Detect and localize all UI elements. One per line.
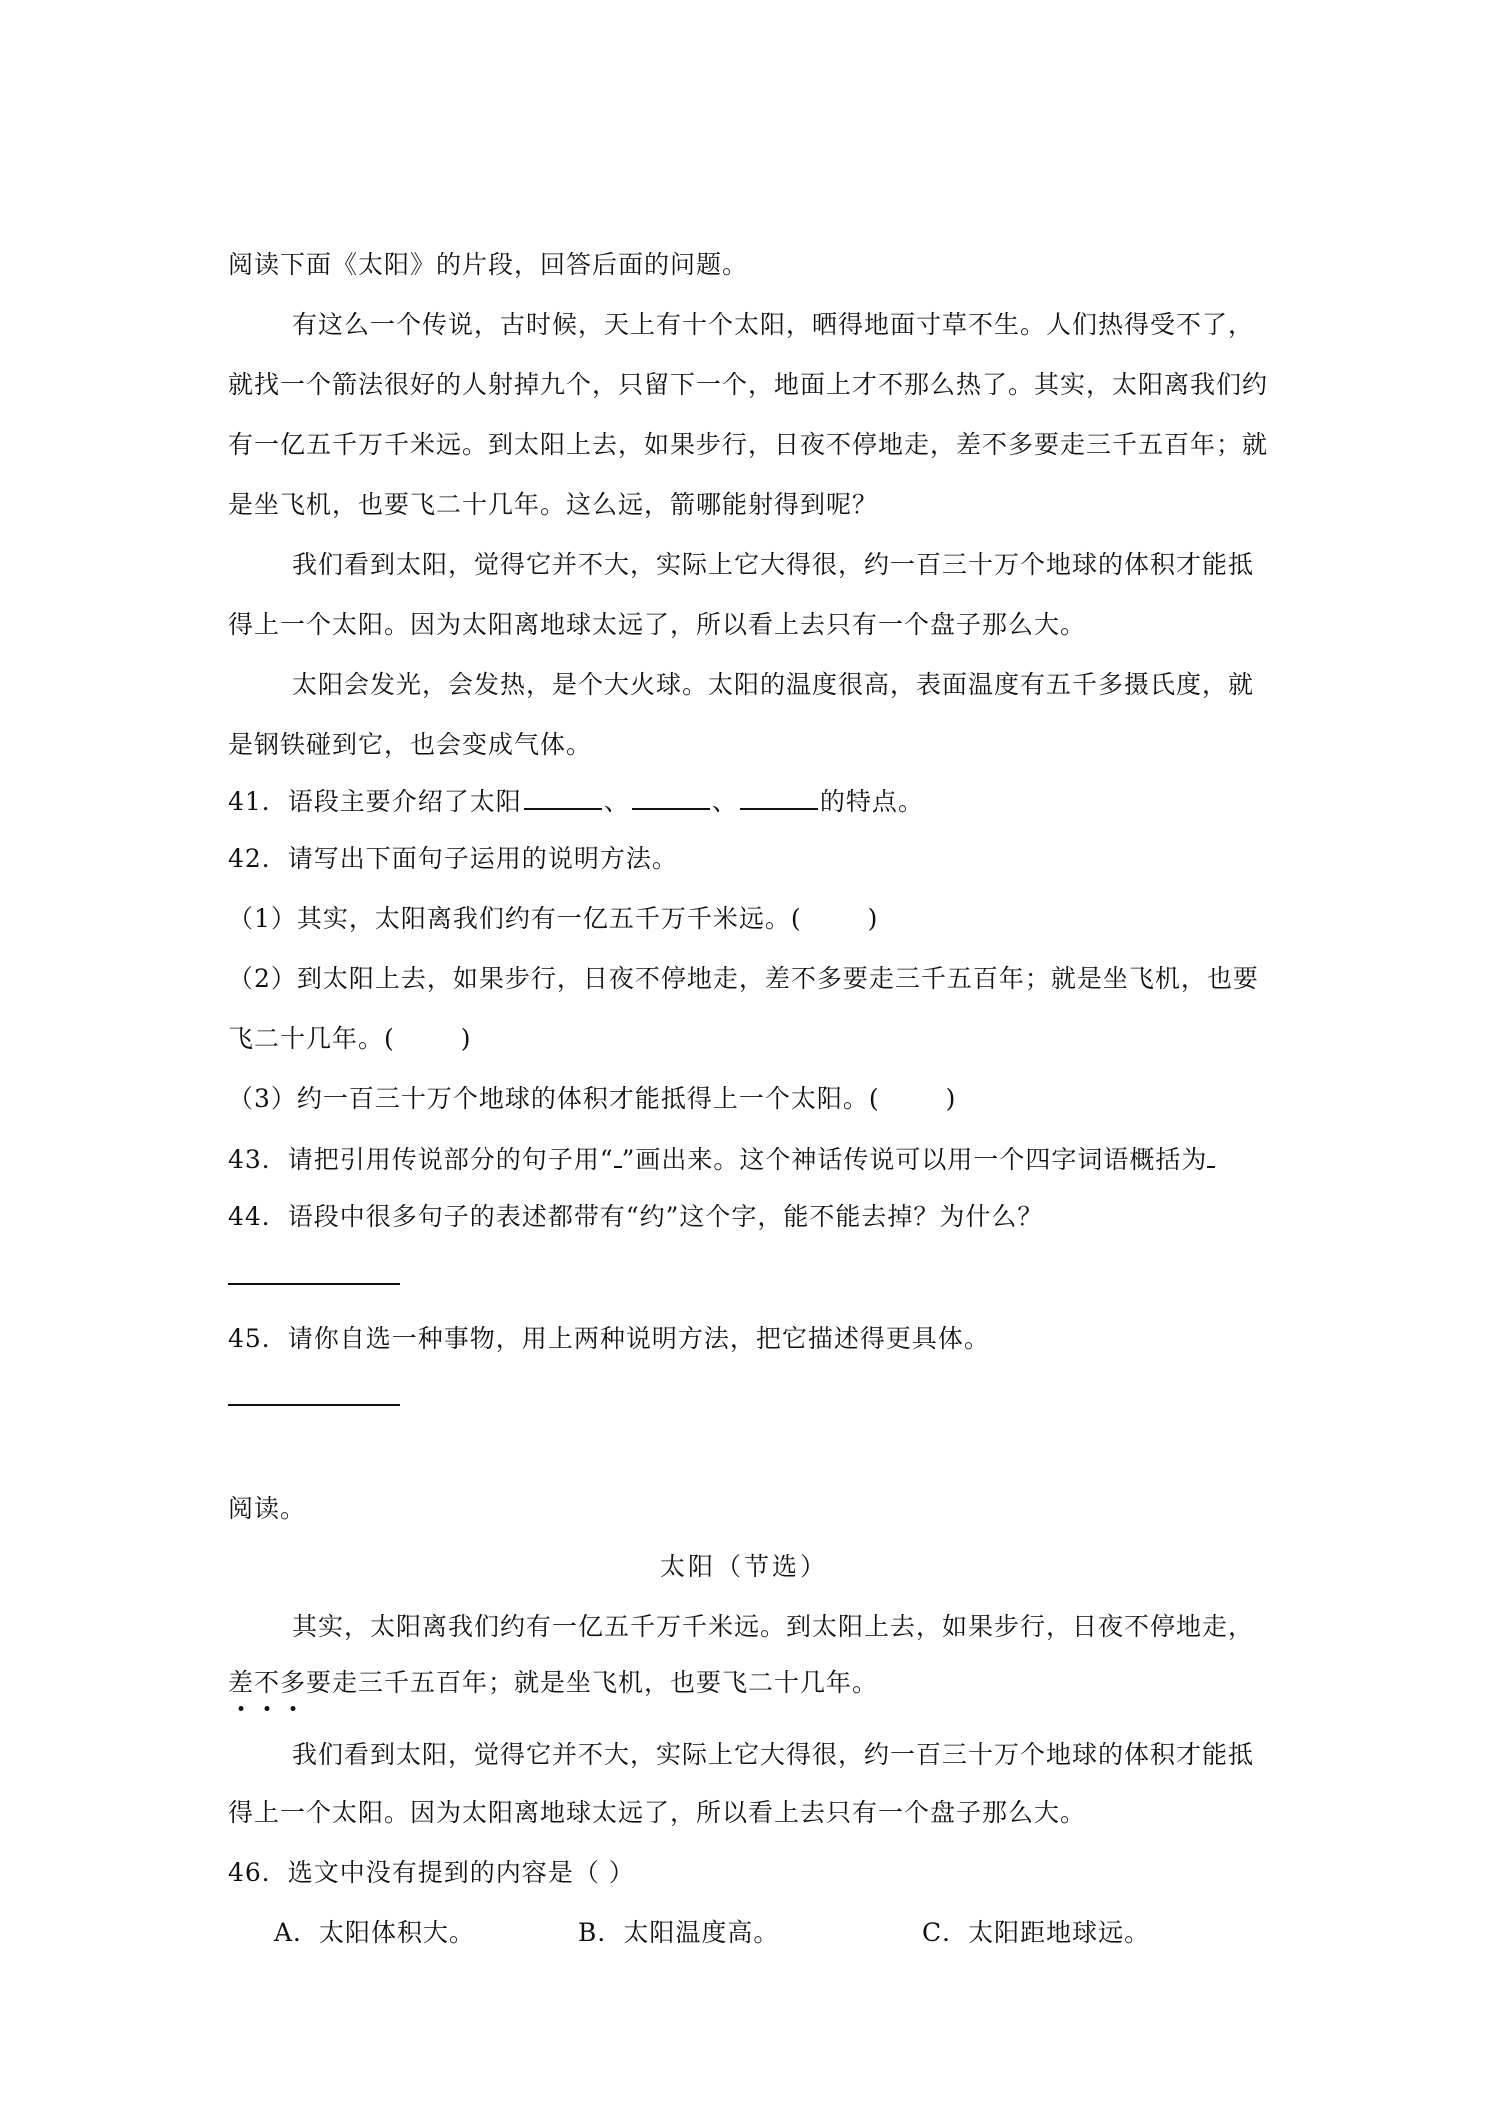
passage1-line: 就找一个箭法很好的人射掉九个，只留下一个，地面上才不那么热了。其实，太阳离我们约: [228, 370, 1269, 399]
section2-intro: 阅读。: [228, 1494, 307, 1523]
option-c[interactable]: C．太阳距地球远。: [922, 1918, 1151, 1947]
close-paren: ): [945, 1084, 957, 1113]
option-a[interactable]: A．太阳体积大。: [274, 1918, 476, 1947]
emphasized-char: 差: [228, 1668, 255, 1697]
question-44: 44．语段中很多句子的表述都带有“约”这个字，能不能去掉？为什么？: [228, 1202, 1044, 1231]
passage1-line: 是钢铁碰到它，也会变成气体。: [228, 730, 593, 759]
passage2-line: 其实，太阳离我们约有一亿五千万千米远。到太阳上去，如果步行，日夜不停地走，: [292, 1612, 1255, 1641]
question-41-tail: 的特点。: [819, 787, 924, 816]
question-42-3-text: （3）约一百三十万个地球的体积才能抵得上一个太阳。(: [228, 1084, 880, 1113]
question-41: [228, 782, 924, 819]
passage2-line: 我们看到太阳，觉得它并不大，实际上它大得很，约一百三十万个地球的体积才能抵: [292, 1740, 1255, 1769]
passage1-line: 得上一个太阳。因为太阳离地球太远了，所以看上去只有一个盘子那么大。: [228, 610, 1087, 639]
passage2-line-rest: 要走三千五百年；就是坐飞机，也要飞二十几年。: [306, 1668, 879, 1697]
question-42-3: [228, 1082, 956, 1116]
passage1-line: 我们看到太阳，觉得它并不大，实际上它大得很，约一百三十万个地球的体积才能抵: [292, 550, 1255, 579]
passage1-line: 是坐飞机，也要飞二十几年。这么远，箭哪能射得到呢？: [228, 490, 879, 519]
question-42-1-text: （1）其实，太阳离我们约有一亿五千万千米远。(: [228, 904, 802, 933]
emphasized-char: 多: [280, 1668, 307, 1697]
question-43-text: 43．请把引用传说部分的句子用“: [228, 1145, 614, 1174]
passage2-line: 得上一个太阳。因为太阳离地球太远了，所以看上去只有一个盘子那么大。: [228, 1798, 1087, 1827]
question-42-2-cont: [228, 1022, 472, 1056]
section1-intro: 阅读下面《太阳》的片段，回答后面的问题。: [228, 250, 749, 279]
option-b[interactable]: B．太阳温度高。: [578, 1918, 780, 1947]
passage2-line: [228, 1666, 878, 1700]
question-41-text: 41．语段主要介绍了太阳: [228, 787, 522, 816]
underline-mark: [614, 1140, 622, 1168]
answer-blank[interactable]: [740, 782, 818, 810]
question-42-2: （2）到太阳上去，如果步行，日夜不停地走，差不多要走三千五百年；就是坐飞机，也要: [228, 964, 1259, 993]
question-45: 45．请你自选一种事物，用上两种说明方法，把它描述得更具体。: [228, 1324, 990, 1353]
passage1-line: 有这么一个传说，古时候，天上有十个太阳，晒得地面寸草不生。人们热得受不了，: [292, 310, 1255, 339]
question-46: 46．选文中没有提到的内容是（ ）: [228, 1858, 635, 1887]
answer-line[interactable]: [228, 1404, 400, 1406]
close-paren: ): [460, 1024, 472, 1053]
question-42-1: [228, 902, 878, 936]
answer-line[interactable]: [228, 1283, 400, 1285]
passage2-title: 太阳（节选）: [659, 1552, 828, 1581]
separator: 、: [603, 787, 630, 816]
emphasized-char: 不: [254, 1668, 281, 1697]
answer-blank[interactable]: [1207, 1140, 1215, 1168]
close-paren: ): [867, 904, 879, 933]
separator: 、: [711, 787, 738, 816]
question-43-text-cont: ”画出来。这个神话传说可以用一个四字词语概括为: [621, 1145, 1208, 1174]
passage1-line: 太阳会发光，会发热，是个大火球。太阳的温度很高，表面温度有五千多摄氏度，就: [292, 670, 1255, 699]
question-42: 42．请写出下面句子运用的说明方法。: [228, 844, 678, 873]
answer-blank[interactable]: [524, 782, 602, 810]
question-42-2-text: 飞二十几年。(: [228, 1024, 395, 1053]
answer-blank[interactable]: [632, 782, 710, 810]
passage1-line: 有一亿五千万千米远。到太阳上去，如果步行，日夜不停地走，差不多要走三千五百年；就: [228, 430, 1269, 459]
question-43: [228, 1140, 1215, 1177]
